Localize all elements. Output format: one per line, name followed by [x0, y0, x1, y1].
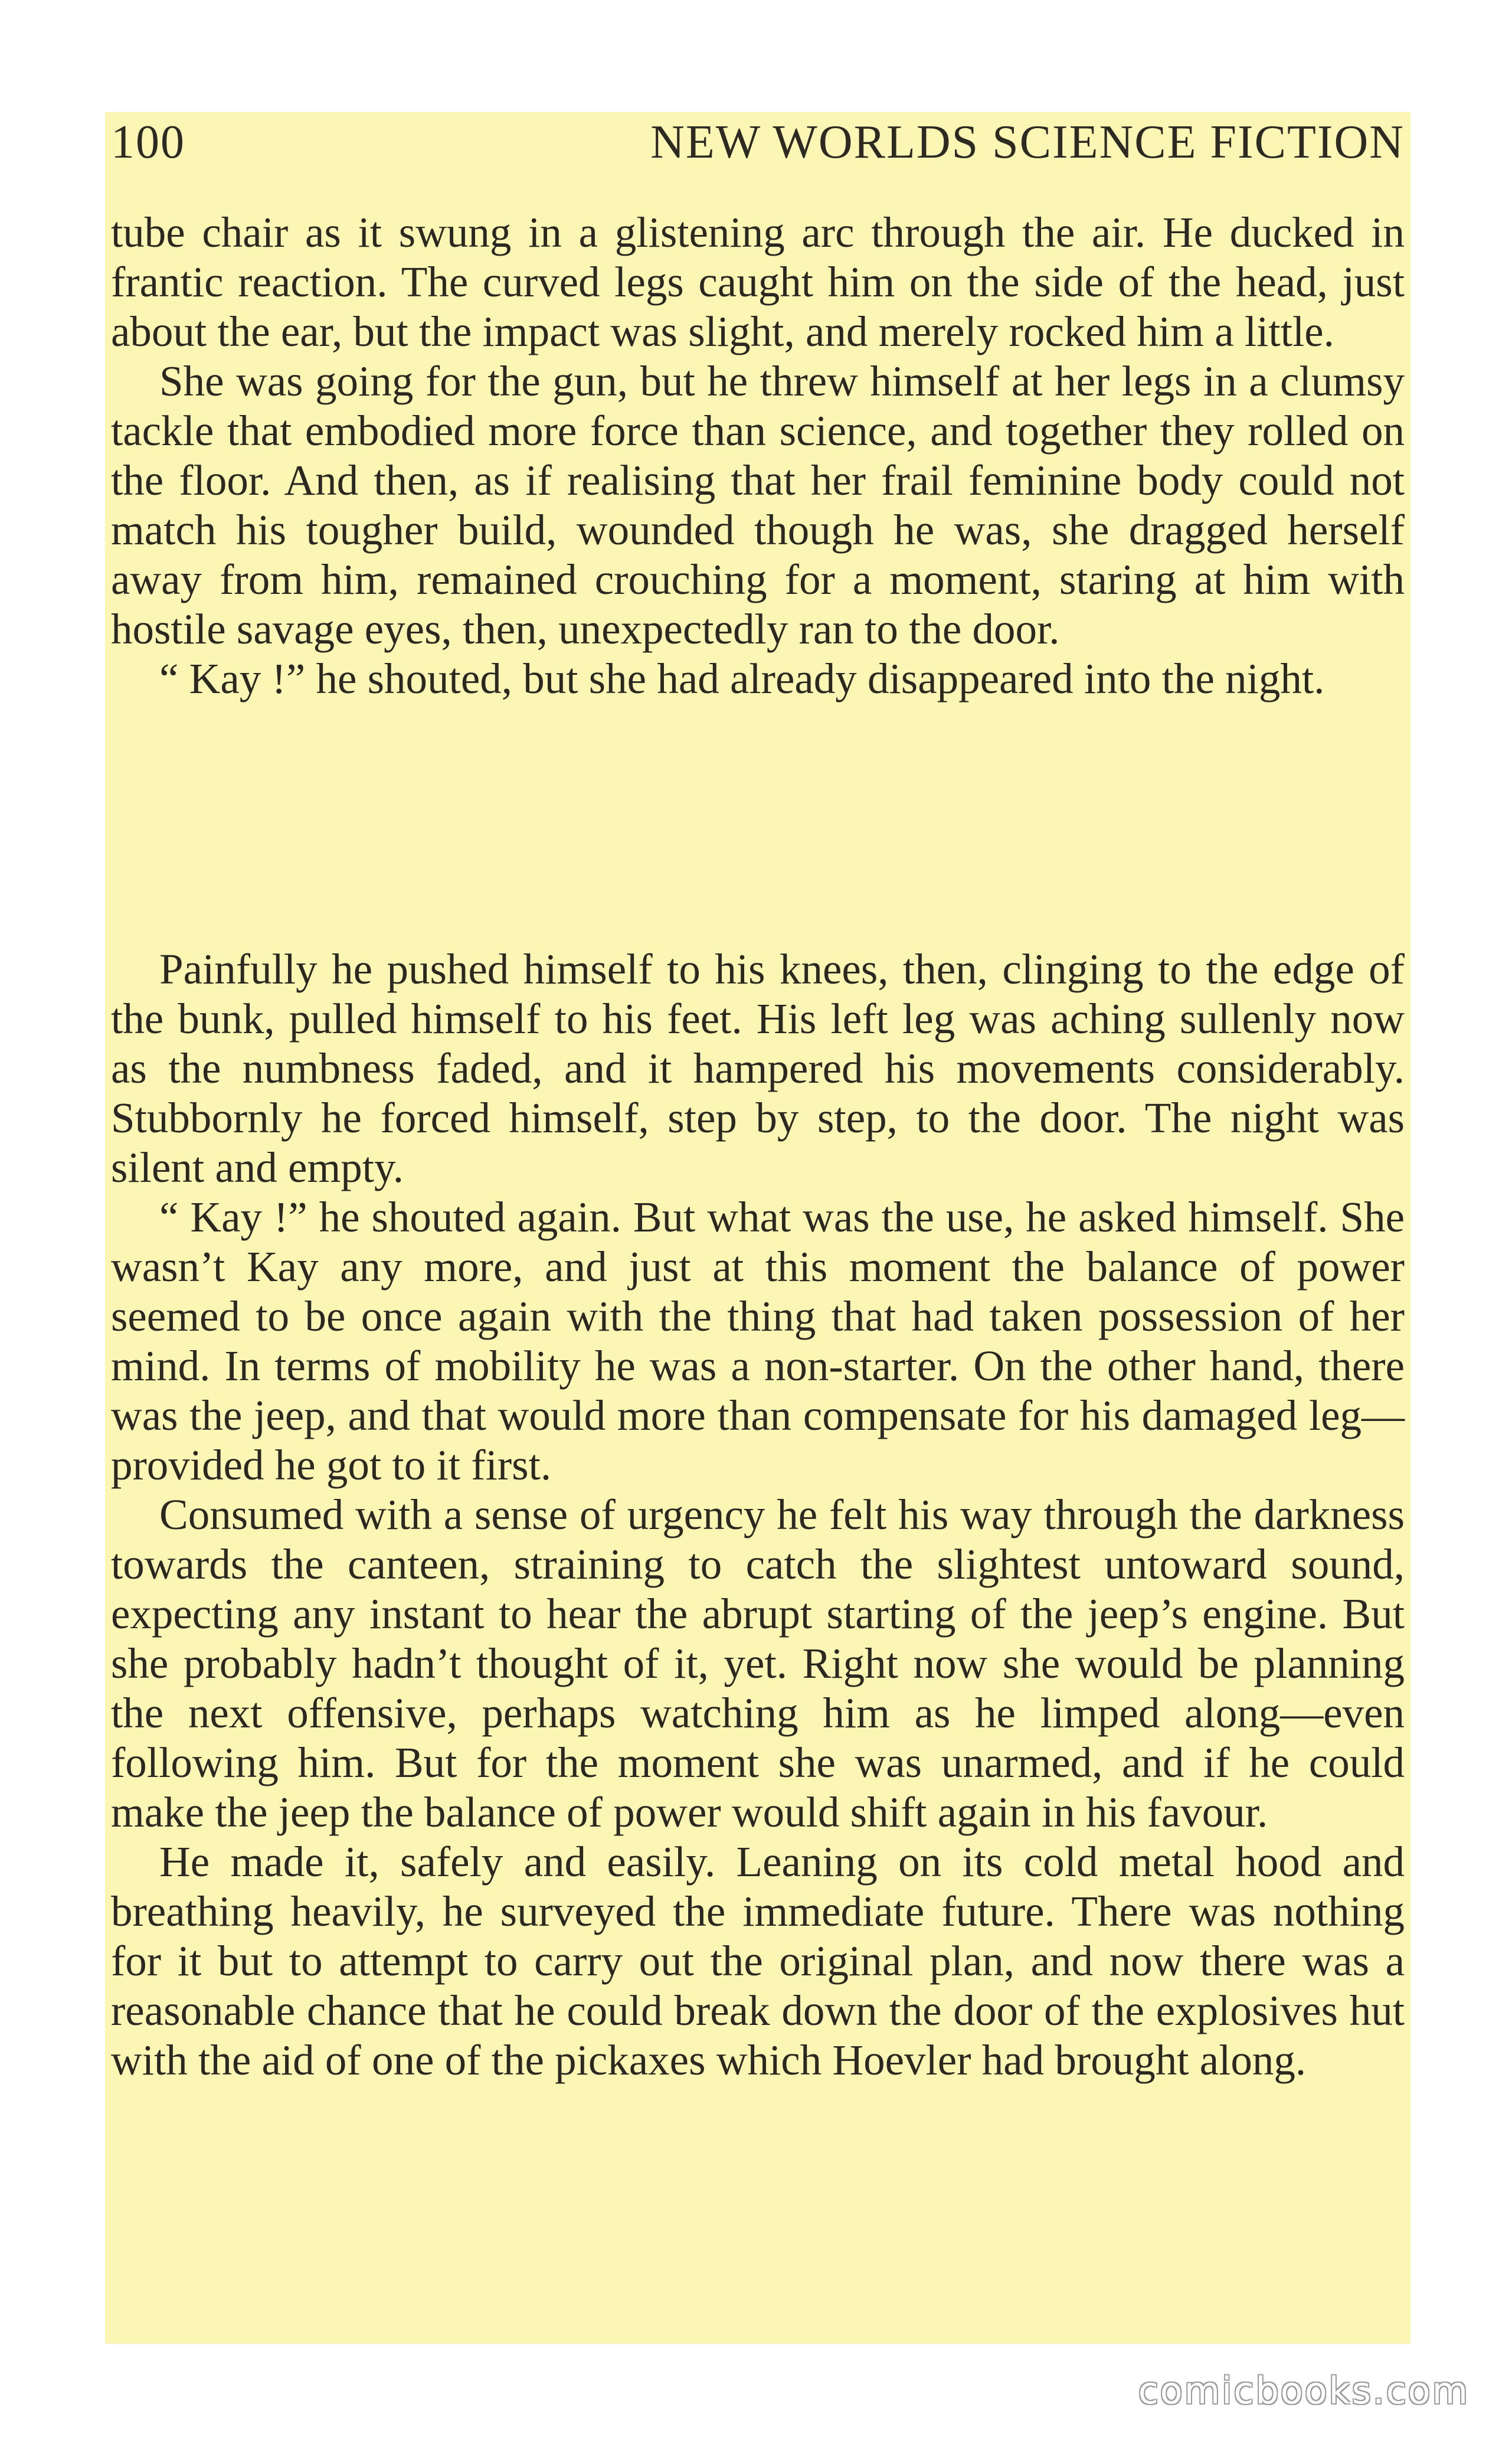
publication-title: NEW WORLDS SCIENCE FICTION: [650, 116, 1405, 168]
paragraph: tube chair as it swung in a glistening arc through the air. He ducked in frantic reaction. The curved legs caught him on the side of the head, just about the ear, but the impact was slight, and merely rocked him a little.: [111, 208, 1405, 355]
text-section-two: [111, 945, 1405, 2085]
running-header: [111, 110, 1405, 175]
paragraph: He made it, safely and easily. Leaning on its cold metal hood and breathing heavily, he surveyed the immediate future. There was nothing for it but to attempt to carry out the original plan, and now there was a reasonable chance that he could break down the door of the explosives hut with the aid of one of the pickaxes which Hoevler had brought along.: [111, 1838, 1405, 2084]
paragraph: She was going for the gun, but he threw himself at her legs in a clumsy tackle that embodied more force than science, and together they rolled on the floor. And then, as if realising that her frail feminine body could not match his tougher build, wounded though he was, she dragged herself away from him, remained crouching for a moment, staring at him with hostile savage eyes, then, unexpectedly ran to the door.: [111, 357, 1405, 653]
paragraph: Consumed with a sense of urgency he felt his way through the darkness towards the canteen, straining to catch the slightest untoward sound, expecting any instant to hear the abrupt starting of the jeep’s engine. But she probably hadn’t thought of it, yet. Right now she would be planning the next offensive, perhaps watching him as he limped along—even following him. But for the moment she was unarmed, and if he could make the jeep the balance of power would shift again in his favour.: [111, 1491, 1405, 1836]
paragraph: “ Kay !” he shouted, but she had already disappeared into the night.: [159, 655, 1325, 703]
site-watermark: comicbooks.com: [1138, 2369, 1470, 2412]
page-number: 100: [111, 116, 185, 168]
paragraph: Painfully he pushed himself to his knees, then, clinging to the edge of the bunk, pulled himself to his feet. His left leg was aching sullenly now as the numbness faded, and it hampered his movements considerably. Stubbornly he forced himself, step by step, to the door. The night was silent and empty.: [111, 945, 1405, 1191]
text-section-one: [111, 208, 1405, 704]
paragraph: “ Kay !” he shouted again. But what was the use, he asked himself. She wasn’t Kay any more, and just at this moment the balance of power seemed to be once again with the thing that had taken possession of her mind. In terms of mobility he was a non-starter. On the other hand, there was the jeep, and that would more than compensate for his damaged leg—provided he got to it first.: [111, 1193, 1405, 1489]
